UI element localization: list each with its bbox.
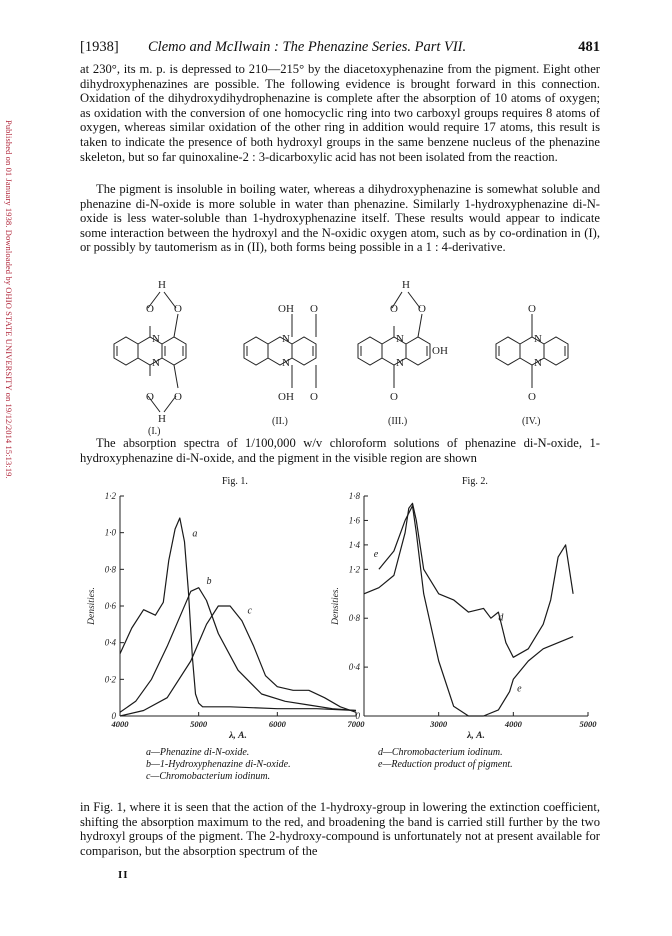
x-tick-label: 5000 bbox=[190, 719, 208, 729]
y-tick-label: 0·8 bbox=[348, 613, 360, 624]
y-tick-label: 0 bbox=[111, 711, 116, 721]
curve-label: d bbox=[498, 612, 504, 624]
atom-o: O bbox=[310, 391, 318, 403]
legend-item-e: e—Reduction product of pigment. bbox=[378, 759, 513, 770]
fig2-chart bbox=[331, 488, 602, 750]
atom-o: O bbox=[528, 391, 536, 403]
x-tick-label: 7000 bbox=[347, 719, 365, 729]
x-tick-label: 6000 bbox=[268, 719, 286, 729]
atom-n: N bbox=[396, 357, 404, 369]
atom-o: O bbox=[146, 391, 154, 403]
atom-n: N bbox=[282, 333, 290, 345]
legend-item-c: c—Chromobacterium iodinum. bbox=[146, 771, 271, 782]
structure-III bbox=[358, 279, 448, 427]
structure-IV bbox=[496, 303, 568, 427]
atom-oh: OH bbox=[278, 303, 294, 315]
x-tick-label: 4000 bbox=[504, 719, 522, 729]
signature-mark: II bbox=[118, 869, 129, 881]
fig1-caption: Fig. 1. bbox=[222, 476, 248, 487]
atom-oh: OH bbox=[432, 345, 448, 357]
atom-h: H bbox=[402, 279, 410, 291]
series-line-c bbox=[120, 606, 356, 716]
atom-h: H bbox=[158, 279, 166, 291]
y-tick-label: 1·4 bbox=[348, 539, 360, 550]
page-number: 481 bbox=[578, 39, 600, 55]
atom-n: N bbox=[534, 357, 542, 369]
atom-o: O bbox=[310, 303, 318, 315]
structure-I bbox=[114, 279, 186, 437]
header-year: [1938] bbox=[80, 39, 119, 55]
curve-label: a bbox=[192, 528, 198, 540]
atom-o: O bbox=[418, 303, 426, 315]
structure-II bbox=[244, 303, 318, 427]
fig2-caption: Fig. 2. bbox=[462, 476, 488, 487]
legend-item-a: a—Phenazine di-N-oxide. bbox=[146, 747, 250, 758]
structure-label-III: (III.) bbox=[388, 416, 408, 427]
series-line-a bbox=[120, 518, 356, 711]
y-tick-label: 1·0 bbox=[104, 527, 116, 538]
download-note-text: Published on 01 January 1938. Downloaded by OHIO STATE UNIVERSITY on 19/12/2014 15:13:19. bbox=[4, 120, 14, 479]
structure-label-II: (II.) bbox=[272, 416, 288, 427]
paragraph-4: in Fig. 1, where it is seen that the action of the 1-hydroxy-group in lowering the extinction coefficient, shifting the absorption maximum to the red, and broadening the band is carried still further by the two hydroxyl groups of the pigment. The 2-hydroxy-compound is unfortunately not at present available for comparison, but the absorption spectrum of the bbox=[80, 800, 600, 858]
curve-label: c bbox=[247, 605, 252, 617]
atom-oh: OH bbox=[278, 391, 294, 403]
fig1-legend bbox=[146, 747, 291, 783]
paragraph-2: The pigment is insoluble in boiling water, whereas a dihydroxyphenazine is somewhat soluble and phenazine di-N-oxide is more soluble in water than phenazine. Similarly 1-hydroxyphenazine di-N-oxide is less water-soluble than 1-hydroxyphenazine itself. These results would appear to indicate some interaction between the hydroxyl and the N-oxidic oxygen atom, such as by co-ordination in (I), or possibly by tautomerism as in (II), both forms being possible in a 1 : 4-derivative. bbox=[80, 182, 600, 255]
curve-label: e bbox=[517, 683, 522, 695]
series-line-e bbox=[379, 506, 573, 716]
y-axis-label: Densities. bbox=[87, 587, 97, 625]
x-tick-label: 3000 bbox=[430, 719, 448, 729]
atom-o: O bbox=[528, 303, 536, 315]
atom-n: N bbox=[282, 357, 290, 369]
y-axis-label: Densities. bbox=[331, 587, 341, 625]
y-tick-label: 0·4 bbox=[348, 662, 360, 673]
y-tick-label: 1·8 bbox=[348, 491, 360, 501]
curve-label: b bbox=[206, 576, 212, 587]
x-tick-label: 4000 bbox=[111, 719, 129, 729]
atom-o: O bbox=[390, 303, 398, 315]
paragraph-3: The absorption spectra of 1/100,000 w/v chloroform solutions of phenazine di-N-oxide, 1-hydroxyphenazine di-N-oxide, and the pigment in the visible region are shown bbox=[80, 436, 600, 465]
y-tick-label: 0·6 bbox=[104, 601, 116, 611]
series-line-d bbox=[364, 503, 573, 657]
paragraph-1: at 230°, its m. p. is depressed to 210—215° by the diacetoxyphenazine from the pigment. Eight other dihydroxyphenazines are possible. The following evidence is brought forward in this connection. Oxidation of the dihydroxydihydrophenazine is complete after the absorption of 10 atoms of oxygen; as oxidation with the conversion of one homocyclic ring into two carboxyl groups requires 8 atoms of oxygen, whereas similar oxidation of the other ring in addition would require 17 atoms, this result is taken to indicate the presence of both hydroxyl groups in the same benzene nucleus of the phenazine skeleton, but so far quinoxaline-2 : 3-dicarboxylic acid has not been isolated from the reaction. bbox=[80, 62, 600, 164]
atom-o: O bbox=[174, 303, 182, 315]
structure-diagrams bbox=[96, 279, 596, 437]
atom-n: N bbox=[152, 357, 160, 369]
fig1-chart bbox=[88, 488, 370, 750]
x-tick-label: 5000 bbox=[579, 719, 597, 729]
atom-n: N bbox=[534, 333, 542, 345]
atom-n: N bbox=[152, 333, 160, 345]
legend-item-b: b—1-Hydroxyphenazine di-N-oxide. bbox=[146, 759, 291, 770]
legend-item-d: d—Chromobacterium iodinum. bbox=[378, 747, 503, 758]
atom-o: O bbox=[174, 391, 182, 403]
atom-o: O bbox=[146, 303, 154, 315]
atom-n: N bbox=[396, 333, 404, 345]
y-tick-label: 0·2 bbox=[104, 674, 116, 685]
y-tick-label: 0·4 bbox=[104, 637, 116, 648]
y-tick-label: 1·2 bbox=[104, 491, 116, 501]
structure-label-I: (I.) bbox=[148, 426, 161, 437]
y-tick-label: 1·6 bbox=[348, 515, 360, 526]
curve-label: e bbox=[373, 549, 379, 561]
y-tick-label: 1·2 bbox=[348, 564, 360, 575]
x-axis-label: λ, A. bbox=[467, 731, 485, 741]
y-tick-label: 0 bbox=[355, 711, 360, 721]
structure-label-IV: (IV.) bbox=[522, 416, 541, 427]
x-axis-label: λ, A. bbox=[229, 731, 247, 741]
fig2-legend bbox=[378, 747, 513, 771]
atom-o: O bbox=[390, 391, 398, 403]
atom-h: H bbox=[158, 413, 166, 425]
download-note bbox=[2, 120, 16, 580]
series-line-b bbox=[120, 588, 356, 713]
y-tick-label: 0·8 bbox=[104, 564, 116, 575]
header-title: Clemo and McIlwain : The Phenazine Series. Part VII. bbox=[148, 39, 467, 55]
